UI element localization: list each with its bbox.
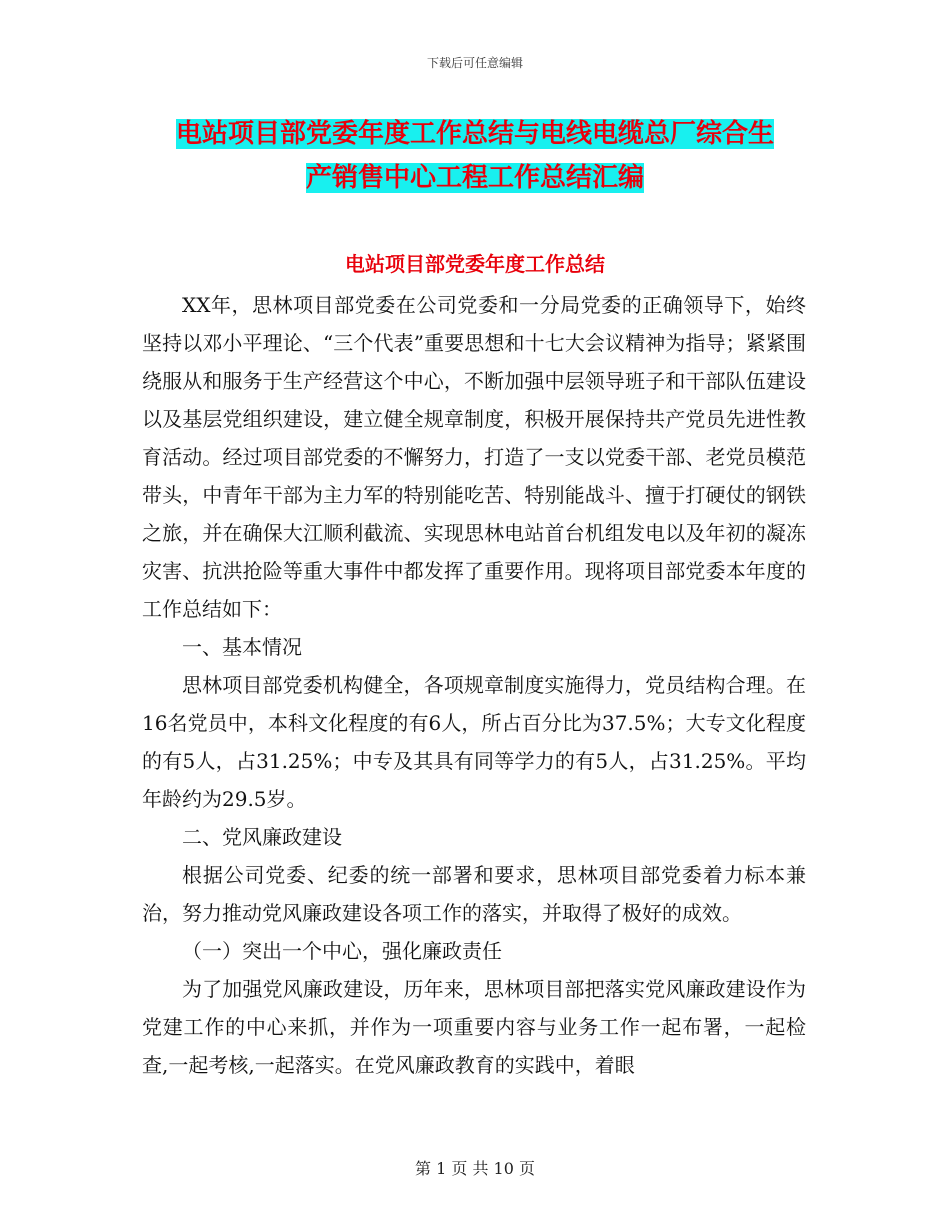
heading-basic-situation: 一、基本情况: [182, 635, 302, 659]
header-note: 下载后可任意编辑: [426, 56, 523, 70]
paragraph-intro: XX年，思林项目部党委在公司党委和一分局党委的正确领导下，始终坚持以邓小平理论、“三个代表”重要思想和十七大会议精神为指导；紧紧围绕服从和服务于生产经营这个中心，不断加强中层领导班子和干部队伍建设以及基层党组织建设，建立健全规章制度，积极开展保持共产党员先进性教育活动。经过项目部党委的不懈努力，打造了一支以党委干部、老党员模范带头，中青年干部为主力军的特别能吃苦、特别能战斗、擅于打硬仗的钢铁之旅，并在确保大江顺利截流、实现思林电站首台机组发电以及年初的凝冻灾害、抗洪抢险等重大事件中都发挥了重要作用。现将项目部党委本年度的工作总结如下：: [142, 293, 806, 621]
paragraph-integrity-building: 根据公司党委、纪委的统一部署和要求，思林项目部党委着力标本兼治，努力推动党风廉政建设各项工作的落实，并取得了极好的成效。: [142, 863, 806, 925]
paragraph-subsection-one: 为了加强党风廉政建设，历年来，思林项目部把落实党风廉政建设作为党建工作的中心来抓，并作为一项重要内容与业务工作一起布署，一起检查,一起考核,一起落实。在党风廉政教育的实践中，着眼: [142, 977, 806, 1077]
page-number: 第 1 页 共 10 页: [415, 1159, 535, 1178]
subheading-one: （一）突出一个中心，强化廉政责任: [182, 939, 502, 963]
title-line-1-text: 电站项目部党委年度工作总结与电线电缆总厂综合生: [175, 119, 774, 149]
title-line-2-text: 产销售中心工程工作总结汇编: [305, 163, 644, 193]
document-body: [142, 286, 806, 1084]
document-title: [0, 112, 950, 200]
document-title-line-1: [0, 112, 950, 156]
document-title-line-2: [0, 156, 950, 200]
paragraph-basic-situation: 思林项目部党委机构健全，各项规章制度实施得力，党员结构合理。在16名党员中，本科文化程度的有6人，所占百分比为37.5%；大专文化程度的有5人，占31.25%；中专及其具有同等学力的有5人，占31.25%。平均年龄约为29.5岁。: [142, 673, 806, 811]
heading-integrity-building: 二、党风廉政建设: [182, 825, 342, 849]
section-title: 电站项目部党委年度工作总结: [345, 252, 605, 276]
